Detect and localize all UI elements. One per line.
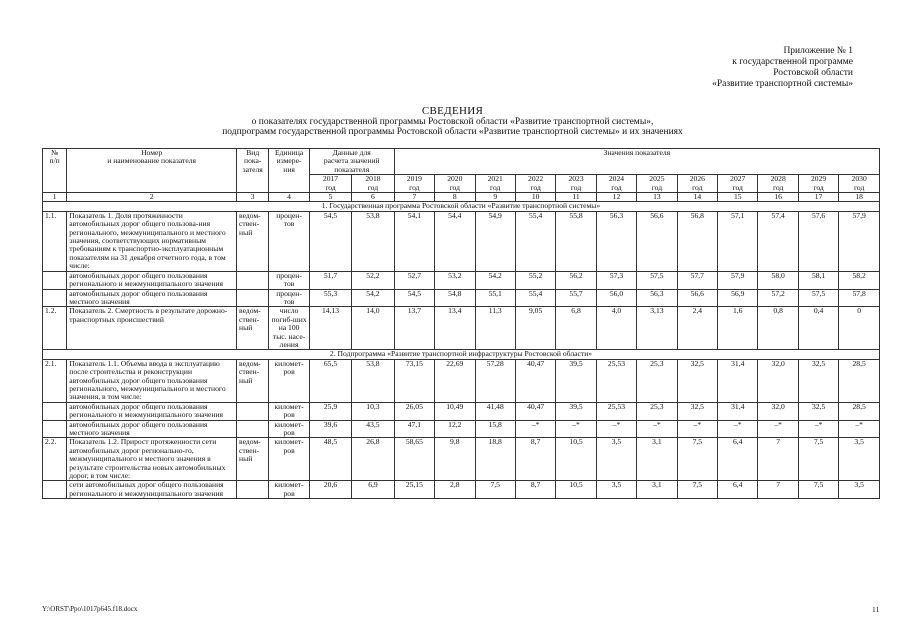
indicator-value: 32,5: [677, 402, 717, 420]
indicator-value: 2,8: [435, 481, 475, 499]
indicator-value: 3,1: [637, 438, 677, 481]
indicator-value: 55,3: [309, 289, 351, 307]
header-base-data: Данные для расчета значений показателя: [309, 149, 394, 175]
indicator-value: 54,4: [435, 211, 475, 271]
column-number: 14: [677, 193, 717, 202]
indicator-type: ведом-ствен-ный: [237, 359, 269, 402]
indicator-value: 6,8: [556, 307, 596, 350]
indicator-unit: километ-ров: [269, 402, 309, 420]
indicator-value: 7,5: [798, 438, 838, 481]
section-row: [43, 350, 880, 359]
indicator-value: 4,0: [596, 307, 636, 350]
column-number: 2: [67, 193, 237, 202]
indicator-name: Показатель 1. Доля протяженности автомобильных дорог общего пользова-ния регионального, межмуниципального и местного значения, соответствующих нормативным требованиям к транспортно-эксплуатационным показателям на 31 декабря отчетного года, в том числе:: [67, 211, 237, 271]
appendix-line: Ростовской области: [773, 68, 853, 78]
indicator-unit: число погиб-ших на 100 тыс. насе-ления: [269, 307, 309, 350]
indicator-value: 25,53: [596, 359, 636, 402]
header-year: 2021 год: [475, 175, 515, 193]
appendix-line: Приложение № 1: [783, 46, 853, 56]
indicator-value: 9,05: [515, 307, 555, 350]
indicator-value: 0,8: [758, 307, 798, 350]
indicator-value: 25,15: [394, 481, 434, 499]
indicator-unit: процен-тов: [269, 271, 309, 289]
indicator-value: 55,2: [515, 271, 555, 289]
indicator-value: 26,8: [352, 438, 394, 481]
indicator-value: 3,5: [596, 438, 636, 481]
header-num: № п/п: [43, 149, 67, 193]
table-row: [43, 289, 880, 307]
header-values: Значения показателя: [394, 149, 879, 175]
indicator-value: 73,15: [394, 359, 434, 402]
indicator-value: 57,3: [596, 271, 636, 289]
indicator-value: 3,5: [839, 438, 880, 481]
indicator-value: 43,5: [352, 420, 394, 438]
indicator-value: 57,4: [758, 211, 798, 271]
indicator-value: 54,9: [475, 211, 515, 271]
header-year: 2026 год: [677, 175, 717, 193]
table-row: [43, 211, 880, 271]
indicator-value: 41,48: [475, 402, 515, 420]
indicator-value: 57,8: [839, 289, 880, 307]
page-number: 11: [872, 605, 880, 614]
indicator-name: автомобильных дорог общего пользования местного значения: [67, 420, 237, 438]
indicator-value: 32,5: [798, 402, 838, 420]
indicator-value: 55,8: [556, 211, 596, 271]
indicator-value: 3,1: [637, 481, 677, 499]
row-number: 1.1.: [43, 211, 67, 271]
indicator-value: 15,8: [475, 420, 515, 438]
indicator-value: 54,1: [394, 211, 434, 271]
header-year: 2025 год: [637, 175, 677, 193]
appendix-line: «Развитие транспортной системы»: [712, 79, 853, 89]
indicator-value: 3,5: [839, 481, 880, 499]
column-number: 3: [237, 193, 269, 202]
indicator-value: 3,5: [596, 481, 636, 499]
appendix-block: [600, 46, 853, 90]
column-number: 1: [43, 193, 67, 202]
column-number: 4: [269, 193, 309, 202]
indicator-value: 54,8: [435, 289, 475, 307]
column-number: 17: [798, 193, 838, 202]
indicator-value: 28,5: [839, 402, 880, 420]
indicator-value: 39,5: [556, 402, 596, 420]
row-number: 1.2.: [43, 307, 67, 350]
indicator-unit: километ-ров: [269, 481, 309, 499]
indicator-value: 10,5: [556, 438, 596, 481]
indicator-value: –*: [839, 420, 880, 438]
header-year: 2020 год: [435, 175, 475, 193]
header-year: 2029 год: [798, 175, 838, 193]
column-number: 9: [475, 193, 515, 202]
indicator-value: 32,5: [677, 359, 717, 402]
indicator-value: 39,5: [556, 359, 596, 402]
indicator-value: –*: [556, 420, 596, 438]
indicator-value: 57,6: [798, 211, 838, 271]
indicator-type: ведом-ствен-ный: [237, 307, 269, 350]
indicator-value: 54,2: [352, 289, 394, 307]
indicator-value: 22,69: [435, 359, 475, 402]
column-number: 6: [352, 193, 394, 202]
column-number: 15: [718, 193, 758, 202]
indicator-value: 57,5: [637, 271, 677, 289]
indicator-value: 7,5: [798, 481, 838, 499]
indicator-value: 10,5: [556, 481, 596, 499]
indicator-value: 6,4: [718, 481, 758, 499]
indicator-value: –*: [798, 420, 838, 438]
indicator-unit: процен-тов: [269, 211, 309, 271]
section-title: 2. Подпрограмма «Развитие транспортной инфраструктуры Ростовской области»: [43, 350, 880, 359]
row-number: 2.1.: [43, 359, 67, 402]
indicator-value: 32,0: [758, 359, 798, 402]
indicator-type: ведом-ствен-ный: [237, 438, 269, 481]
indicator-value: 55,4: [515, 211, 555, 271]
indicator-value: 0,4: [798, 307, 838, 350]
indicator-name: автомобильных дорог общего пользования местного значения: [67, 289, 237, 307]
header-year: 2017 год: [309, 175, 351, 193]
indicator-unit: процен-тов: [269, 289, 309, 307]
indicator-value: 32,5: [798, 359, 838, 402]
row-number: [43, 481, 67, 499]
indicator-type: [237, 289, 269, 307]
indicator-value: 56,6: [677, 289, 717, 307]
indicator-value: 53,8: [352, 359, 394, 402]
row-number: [43, 402, 67, 420]
document-subtitle-line1: о показателях государственной программы Ростовской области «Развитие транспортной системы»,: [251, 116, 654, 127]
header-name: Номер и наименование показателя: [67, 149, 237, 193]
indicator-name: сети автомобильных дорог общего пользования регионального и межмуниципального значения: [67, 481, 237, 499]
indicator-value: 55,1: [475, 289, 515, 307]
indicator-value: 26,05: [394, 402, 434, 420]
appendix-line: к государственной программе: [732, 57, 853, 67]
indicator-unit: километ-ров: [269, 359, 309, 402]
indicator-value: –*: [596, 420, 636, 438]
indicator-value: 10,3: [352, 402, 394, 420]
indicator-value: 55,4: [515, 289, 555, 307]
indicator-value: 57,9: [839, 211, 880, 271]
indicator-value: 57,1: [718, 211, 758, 271]
indicator-value: 8,7: [515, 481, 555, 499]
table-row: [43, 402, 880, 420]
column-number: 10: [515, 193, 555, 202]
indicator-value: 54,5: [309, 211, 351, 271]
header-unit: Единица измере- ния: [269, 149, 309, 193]
indicator-value: 7: [758, 481, 798, 499]
indicator-value: 7,5: [475, 481, 515, 499]
indicator-value: 65,5: [309, 359, 351, 402]
indicator-value: 58,0: [758, 271, 798, 289]
document-subtitle-line2: подпрограмм государственной программы Ростовской области «Развитие транспортной системы» и их значениях: [222, 127, 683, 137]
indicator-value: 56,6: [637, 211, 677, 271]
table-row: [43, 438, 880, 481]
column-number: 8: [435, 193, 475, 202]
indicator-type: [237, 420, 269, 438]
indicator-value: 20,6: [309, 481, 351, 499]
indicator-value: 40,47: [515, 359, 555, 402]
indicator-value: 55,7: [556, 289, 596, 307]
indicator-value: 25,53: [596, 402, 636, 420]
indicator-value: 57,9: [718, 271, 758, 289]
indicator-type: [237, 481, 269, 499]
indicator-value: 58,2: [839, 271, 880, 289]
indicator-value: 52,7: [394, 271, 434, 289]
row-number: [43, 271, 67, 289]
header-year: 2027 год: [718, 175, 758, 193]
indicator-value: 39,6: [309, 420, 351, 438]
table-row: [43, 271, 880, 289]
document-heading: [0, 106, 905, 138]
indicator-name: Показатель 1.1. Объемы ввода в эксплуатацию после строительства и реконструкции автомобильных дорог общего пользования регионального, межмуниципального и местного значения, в том числе:: [67, 359, 237, 402]
indicator-value: 31,4: [718, 402, 758, 420]
indicator-name: автомобильных дорог общего пользования регионального и межмуниципального значения: [67, 402, 237, 420]
row-number: [43, 289, 67, 307]
column-number: 5: [309, 193, 351, 202]
column-number: 7: [394, 193, 434, 202]
document-title: СВЕДЕНИЯ: [421, 105, 484, 117]
indicators-table: [42, 148, 880, 499]
table-row: [43, 307, 880, 350]
table-row: [43, 481, 880, 499]
indicator-value: 7,5: [677, 438, 717, 481]
indicator-value: 47,1: [394, 420, 434, 438]
indicator-value: 13,4: [435, 307, 475, 350]
section-row: [43, 202, 880, 211]
header-row: [43, 149, 880, 175]
indicator-value: 56,8: [677, 211, 717, 271]
indicator-value: 53,2: [435, 271, 475, 289]
indicator-value: 32,0: [758, 402, 798, 420]
indicator-value: –*: [637, 420, 677, 438]
indicator-type: ведом-ствен-ный: [237, 211, 269, 271]
indicator-value: 6,9: [352, 481, 394, 499]
indicator-value: 11,3: [475, 307, 515, 350]
indicator-value: 2,4: [677, 307, 717, 350]
indicator-value: 40,47: [515, 402, 555, 420]
indicator-value: 57,7: [677, 271, 717, 289]
indicator-value: 1,6: [718, 307, 758, 350]
indicator-value: –*: [515, 420, 555, 438]
indicator-value: 57,2: [758, 289, 798, 307]
indicator-value: 25,9: [309, 402, 351, 420]
column-numbers-row: [43, 193, 880, 202]
header-year: 2022 год: [515, 175, 555, 193]
header-year: 2030 год: [839, 175, 880, 193]
table-row: [43, 359, 880, 402]
indicator-value: 18,8: [475, 438, 515, 481]
indicator-unit: километ-ров: [269, 438, 309, 481]
header-year: 2019 год: [394, 175, 434, 193]
column-number: 18: [839, 193, 880, 202]
indicator-value: 57,5: [798, 289, 838, 307]
header-type: Вид пока- зателя: [237, 149, 269, 193]
indicator-value: 8,7: [515, 438, 555, 481]
section-title: 1. Государственная программа Ростовской области «Развитие транспортной системы»: [43, 202, 880, 211]
indicator-value: –*: [677, 420, 717, 438]
indicator-value: 25,3: [637, 402, 677, 420]
indicator-value: 14,13: [309, 307, 351, 350]
indicator-value: 52,2: [352, 271, 394, 289]
indicator-value: 0: [839, 307, 880, 350]
indicator-value: 14,0: [352, 307, 394, 350]
indicator-type: [237, 402, 269, 420]
indicator-value: 12,2: [435, 420, 475, 438]
indicator-value: 54,5: [394, 289, 434, 307]
indicator-value: 48,5: [309, 438, 351, 481]
indicator-value: 56,0: [596, 289, 636, 307]
indicator-value: 56,3: [596, 211, 636, 271]
indicator-value: 6,4: [718, 438, 758, 481]
indicator-value: 10,49: [435, 402, 475, 420]
header-year: 2018 год: [352, 175, 394, 193]
indicator-value: 31,4: [718, 359, 758, 402]
header-year: 2023 год: [556, 175, 596, 193]
indicator-name: Показатель 1.2. Прирост протяженности сети автомобильных дорог регионально-го, межмуниципального и местного значения в результате строительства новых автомобильных дорог, в том числе:: [67, 438, 237, 481]
indicator-value: 54,2: [475, 271, 515, 289]
column-number: 11: [556, 193, 596, 202]
table-row: [43, 420, 880, 438]
indicator-name: Показатель 2. Смертность в результате дорожно-транспортных происшествий: [67, 307, 237, 350]
indicator-value: 56,3: [637, 289, 677, 307]
indicator-value: 56,9: [718, 289, 758, 307]
indicator-value: 7: [758, 438, 798, 481]
indicator-value: 53,8: [352, 211, 394, 271]
indicator-value: 51,7: [309, 271, 351, 289]
row-number: [43, 420, 67, 438]
column-number: 12: [596, 193, 636, 202]
indicator-name: автомобильных дорог общего пользования регионального и межмуниципального значения: [67, 271, 237, 289]
indicator-type: [237, 271, 269, 289]
indicator-value: 7,5: [677, 481, 717, 499]
indicator-value: 58,65: [394, 438, 434, 481]
indicator-unit: километ-ров: [269, 420, 309, 438]
indicator-value: 9,8: [435, 438, 475, 481]
column-number: 16: [758, 193, 798, 202]
indicator-value: –*: [718, 420, 758, 438]
indicator-value: 58,1: [798, 271, 838, 289]
row-number: 2.2.: [43, 438, 67, 481]
header-year: 2024 год: [596, 175, 636, 193]
indicator-value: 28,5: [839, 359, 880, 402]
column-number: 13: [637, 193, 677, 202]
header-year: 2028 год: [758, 175, 798, 193]
indicator-value: 25,3: [637, 359, 677, 402]
indicator-value: 13,7: [394, 307, 434, 350]
indicator-value: 56,2: [556, 271, 596, 289]
file-path-footer: Y:\ORST\Ppo\1017p645.f18.docx: [42, 605, 138, 613]
indicator-value: 57,28: [475, 359, 515, 402]
indicator-value: 3,13: [637, 307, 677, 350]
indicator-value: –*: [758, 420, 798, 438]
